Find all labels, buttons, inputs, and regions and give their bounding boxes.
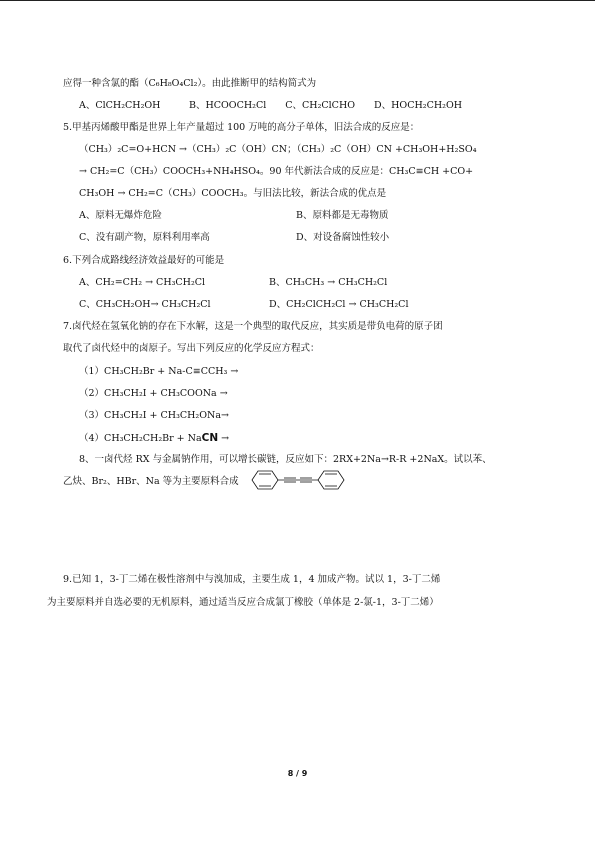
- question-9-stem-1: 9.已知 1，3-丁二烯在极性溶剂中与溴加成，主要生成 1，4 加成产物。试以 1，3-丁二烯: [63, 574, 441, 585]
- question-5-option-d: D、对设备腐蚀性较小: [296, 232, 390, 243]
- diphenylbutadiyne-structure: [250, 465, 346, 495]
- question-7-item-2: （2）CH₃CH₂I + CH₃COONa →: [79, 388, 228, 399]
- new-method-reaction: CH₃OH → CH₂=C（CH₃）COOCH₃。与旧法比较，新法合成的优点是: [79, 188, 387, 199]
- question-7-stem-1: 7.卤代烃在氢氧化钠的存在下水解，这是一个典型的取代反应，其实质是带负电荷的原子团: [63, 321, 443, 332]
- question-5-stem: 5.甲基丙烯酸甲酯是世界上年产量超过 100 万吨的高分子单体，旧法合成的反应是：: [63, 122, 420, 133]
- question-5-option-c: C、没有副产物，原料利用率高: [79, 232, 210, 243]
- question-7-item-4: [79, 432, 229, 445]
- question-7-stem-2: 取代了卤代烃中的卤原子。写出下列反应的化学反应方程式：: [63, 343, 320, 354]
- question-8-stem: 8、一卤代烃 RX 与金属钠作用，可以增长碳链，反应如下：2RX+2Na→R-R +2NaX。试以苯、: [79, 454, 492, 465]
- question-5-option-b: B、原料都是无毒物质: [296, 210, 389, 221]
- old-method-reaction-2: → CH₂=C（CH₃）COOCH₃+NH₄HSO₄。90 年代新法合成的反应是：CH₃C≡CH +CO+: [79, 166, 474, 177]
- question-9-stem-2: 为主要原料并自选必要的无机原料，通过适当反应合成氯丁橡胶（单体是 2-氯-1，3-丁二烯）: [47, 597, 439, 608]
- question-6-option-c: C、CH₃CH₂OH→ CH₃CH₂Cl: [79, 299, 211, 310]
- item-4-arrow: →: [218, 433, 230, 444]
- text-line-1: 应得一种含氯的酯（C₆H₈O₄Cl₂）。由此推断甲的结构简式为: [63, 78, 317, 89]
- question-6-stem: 6.下列合成路线经济效益最好的可能是: [63, 255, 225, 266]
- page-number: 8 / 9: [287, 769, 308, 778]
- question-8-target-line: 乙炔、Br₂、HBr、Na 等为主要原料合成: [63, 476, 239, 487]
- question-5-option-a: A、原料无爆炸危险: [79, 210, 162, 221]
- item-4-text: （4）CH₃CH₂CH₂Br + Na: [79, 433, 202, 444]
- question-6-option-b: B、CH₃CH₃ → CH₃CH₂Cl: [269, 277, 388, 288]
- question-7-item-1: （1）CH₃CH₂Br + Na-C≡CCH₃ →: [79, 366, 239, 377]
- page-top-border: [0, 0, 595, 1]
- question-4-options: A、ClCH₂CH₂OH B、HCOOCH₂Cl C、CH₂ClCHO D、HOCH₂CH₂OH: [79, 100, 463, 111]
- old-method-reaction-1: （CH₃）₂C=O+HCN →（CH₃）₂C（OH）CN；（CH₃）₂C（OH）CN +CH₃OH+H₂SO₄: [79, 144, 477, 155]
- question-7-item-3: （3）CH₃CH₂I + CH₃CH₂ONa→: [79, 410, 229, 421]
- item-4-cn: CN: [201, 432, 219, 444]
- question-6-option-a: A、CH₂=CH₂ → CH₃CH₂Cl: [79, 277, 206, 288]
- question-6-option-d: D、CH₂ClCH₂Cl → CH₃CH₂Cl: [269, 299, 409, 310]
